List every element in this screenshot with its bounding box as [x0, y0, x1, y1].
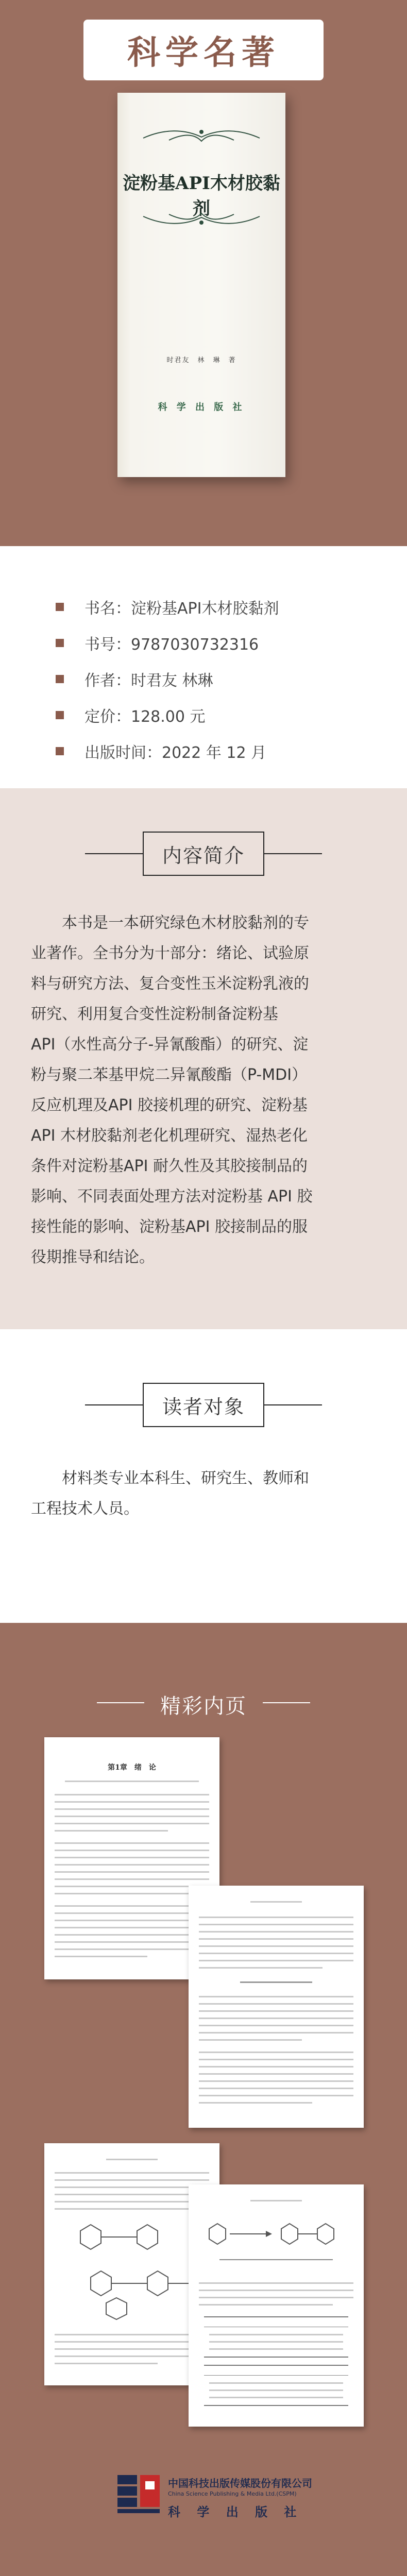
page-table — [204, 2316, 348, 2358]
intro-heading-box — [143, 832, 264, 876]
ornament-top-icon — [138, 126, 265, 147]
intro-heading-block — [85, 832, 322, 876]
readers-paragraph — [31, 1463, 376, 1524]
pages-section — [0, 1623, 407, 2576]
info-title: 书名：淀粉基API木材胶黏剂 — [84, 600, 279, 618]
sample-page-4 — [189, 2184, 364, 2427]
bullet-square-icon — [56, 639, 64, 647]
info-row-isbn — [56, 632, 259, 654]
intro-line: 接性能的影响、淀粉基API 胶接制品的服 — [31, 1218, 308, 1236]
bullet-square-icon — [56, 747, 64, 755]
info-row-date — [56, 740, 266, 762]
intro-line: 役期推导和结论。 — [31, 1248, 155, 1266]
intro-heading: 内容简介 — [162, 844, 245, 867]
intro-section — [0, 788, 407, 1329]
bullet-square-icon — [56, 711, 64, 719]
info-isbn: 书号：9787030732316 — [84, 636, 259, 654]
bullet-square-icon — [56, 603, 64, 611]
publisher-logo-icon — [115, 2473, 162, 2516]
readers-heading: 读者对象 — [162, 1395, 245, 1418]
divider-right — [264, 1404, 322, 1405]
book-cover — [117, 93, 285, 477]
readers-heading-block — [85, 1383, 322, 1427]
info-price: 定价：128.00 元 — [84, 708, 206, 726]
info-section — [0, 546, 407, 788]
publisher-brand: 科 学 出 版 社 — [168, 2504, 303, 2519]
info-date: 出版时间：2022 年 12 月 — [84, 744, 267, 762]
intro-line: 料与研究方法、复合变性玉米淀粉乳液的 — [31, 975, 309, 993]
book-title: 淀粉基API木材胶黏剂 — [123, 173, 280, 219]
ornament-bottom-icon — [138, 207, 265, 229]
intro-line: 条件对淀粉基API 耐久性及其胶接制品的 — [31, 1157, 308, 1175]
intro-line: API 木材胶黏剂老化机理研究、湿热老化 — [31, 1127, 308, 1145]
intro-line: 粉与聚二苯基甲烷二异氰酸酯（P-MDI） — [31, 1066, 308, 1084]
header-title: 科学名著 — [127, 34, 280, 72]
divider-left — [85, 1404, 143, 1405]
page-table — [204, 2365, 348, 2406]
readers-line: 材料类专业本科生、研究生、教师和 — [31, 1469, 309, 1487]
info-row-author — [56, 668, 213, 690]
info-row-price — [56, 704, 206, 726]
intro-line: 研究、利用复合变性淀粉制备淀粉基 — [31, 1005, 278, 1023]
book-authors: 时君友 林 琳 著 — [166, 357, 236, 364]
cover-section — [0, 0, 407, 546]
sample-page-2 — [189, 1886, 364, 2128]
publisher-logo-block — [108, 2464, 314, 2526]
reaction-scheme-icon — [199, 2213, 353, 2275]
intro-paragraph — [31, 908, 376, 1273]
intro-line: 反应机理及API 胶接机理的研究、淀粉基 — [31, 1096, 308, 1114]
info-author: 作者：时君友 林琳 — [84, 672, 213, 690]
pages-heading: 精彩内页 — [160, 1694, 247, 1718]
info-row-title — [56, 596, 279, 618]
intro-line: 影响、不同表面处理方法对淀粉基 API 胶 — [31, 1188, 313, 1206]
divider-left — [85, 853, 143, 854]
intro-line: 本书是一本研究绿色木材胶黏剂的专 — [31, 914, 309, 932]
header-title-box — [83, 20, 324, 80]
bullet-square-icon — [56, 675, 64, 683]
readers-heading-box — [143, 1383, 264, 1427]
readers-section — [0, 1329, 407, 1623]
divider-right — [264, 853, 322, 854]
intro-line: 业著作。全书分为十部分：绪论、试验原 — [31, 944, 309, 962]
book-publisher: 科 学 出 版 社 — [158, 402, 245, 413]
page-chapter-heading: 第1章 绪 论 — [108, 1764, 156, 1772]
readers-line: 工程技术人员。 — [31, 1500, 139, 1518]
intro-line: API（水性高分子-异氰酸酯）的研究、淀 — [31, 1036, 309, 1054]
publisher-name-en: China Science Publishing & Media Ltd.(CSPM) — [168, 2490, 297, 2497]
publisher-name-cn: 中国科技出版传媒股份有限公司 — [168, 2477, 312, 2489]
chemical-structure-icon — [60, 2221, 204, 2324]
